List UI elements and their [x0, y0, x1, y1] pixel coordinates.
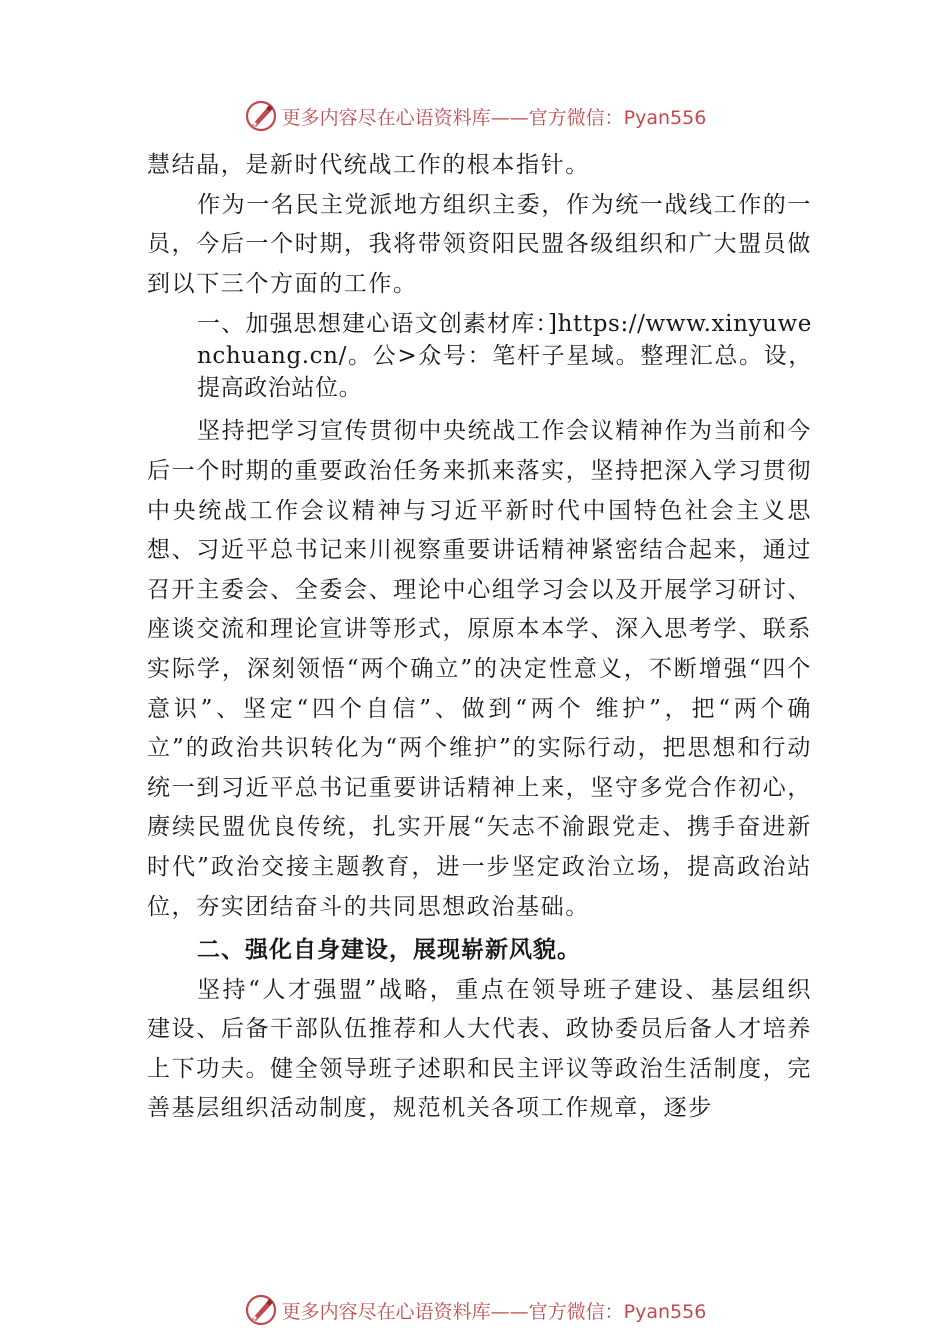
footer-wechat-id: Pyan556: [623, 1300, 707, 1323]
header-banner-label: 更多内容尽在心语资料库——官方微信：: [281, 106, 624, 129]
paragraph-3: 坚持把学习宣传贯彻中央统战工作会议精神作为当前和今后一个时期的重要政治任务来抓来落实，坚持把深入学习贯彻中央统战工作会议精神与习近平新时代中国特色社会主义思想、习近平总书记来川视察重要讲话精神紧密结合起来，通过召开主委会、全委会、理论中心组学习会以及开展学习研讨、座谈交流和理论宣讲等形式，原原本本学、深入思考学、联系实际学，深刻领悟“两个确立”的决定性意义，不断增强“四个意识”、坚定“四个自信”、做到“两个 维护”，把“两个确立”的政治共识转化为“两个维护”的实际行动，把思想和行动统一到习近平总书记重要讲话精神上来，坚守多党合作初心，赓续民盟优良传统，扎实开展“矢志不渝跟党走、携手奋进新时代”政治交接主题教育，进一步坚定政治立场，提高政治站位，夯实团结奋斗的共同思想政治基础。: [147, 418, 812, 920]
section-2-heading: 二、强化自身建设，展现崭新风貌。: [197, 937, 581, 964]
paragraph-4: 坚持“人才强盟”战略，重点在领导班子建设、基层组织建设、后备干部队伍推荐和人大代表、政协委员后备人才培养上下功夫。健全领导班子述职和民主评议等政治生活制度，完善基层组织活动制度，规范机关各项工作规章，逐步: [147, 976, 812, 1122]
pen-logo-icon: [244, 99, 278, 133]
pen-logo-icon: [244, 1293, 278, 1327]
header-banner: [0, 96, 950, 136]
header-wechat-id: Pyan556: [623, 106, 707, 129]
paragraph-2: 作为一名民主党派地方组织主委，作为统一战线工作的一员，今后一个时期，我将带领资阳民盟各级组织和广大盟员做到以下三个方面的工作。: [147, 191, 812, 297]
footer-banner-text: [282, 1297, 707, 1324]
header-banner-text: [282, 103, 707, 130]
footer-banner: [0, 1290, 950, 1330]
footer-banner-label: 更多内容尽在心语资料库——官方微信：: [281, 1300, 624, 1323]
section-1-heading: 一、加强思想建心语文创素材库：]https://www.xinyuwenchuang.cn/。公>众号：笔杆子星域。整理汇总。设，提高政治站位。: [197, 311, 812, 402]
paragraph-1: 慧结晶，是新时代统战工作的根本指针。: [147, 152, 590, 178]
document-body: [147, 146, 812, 1129]
